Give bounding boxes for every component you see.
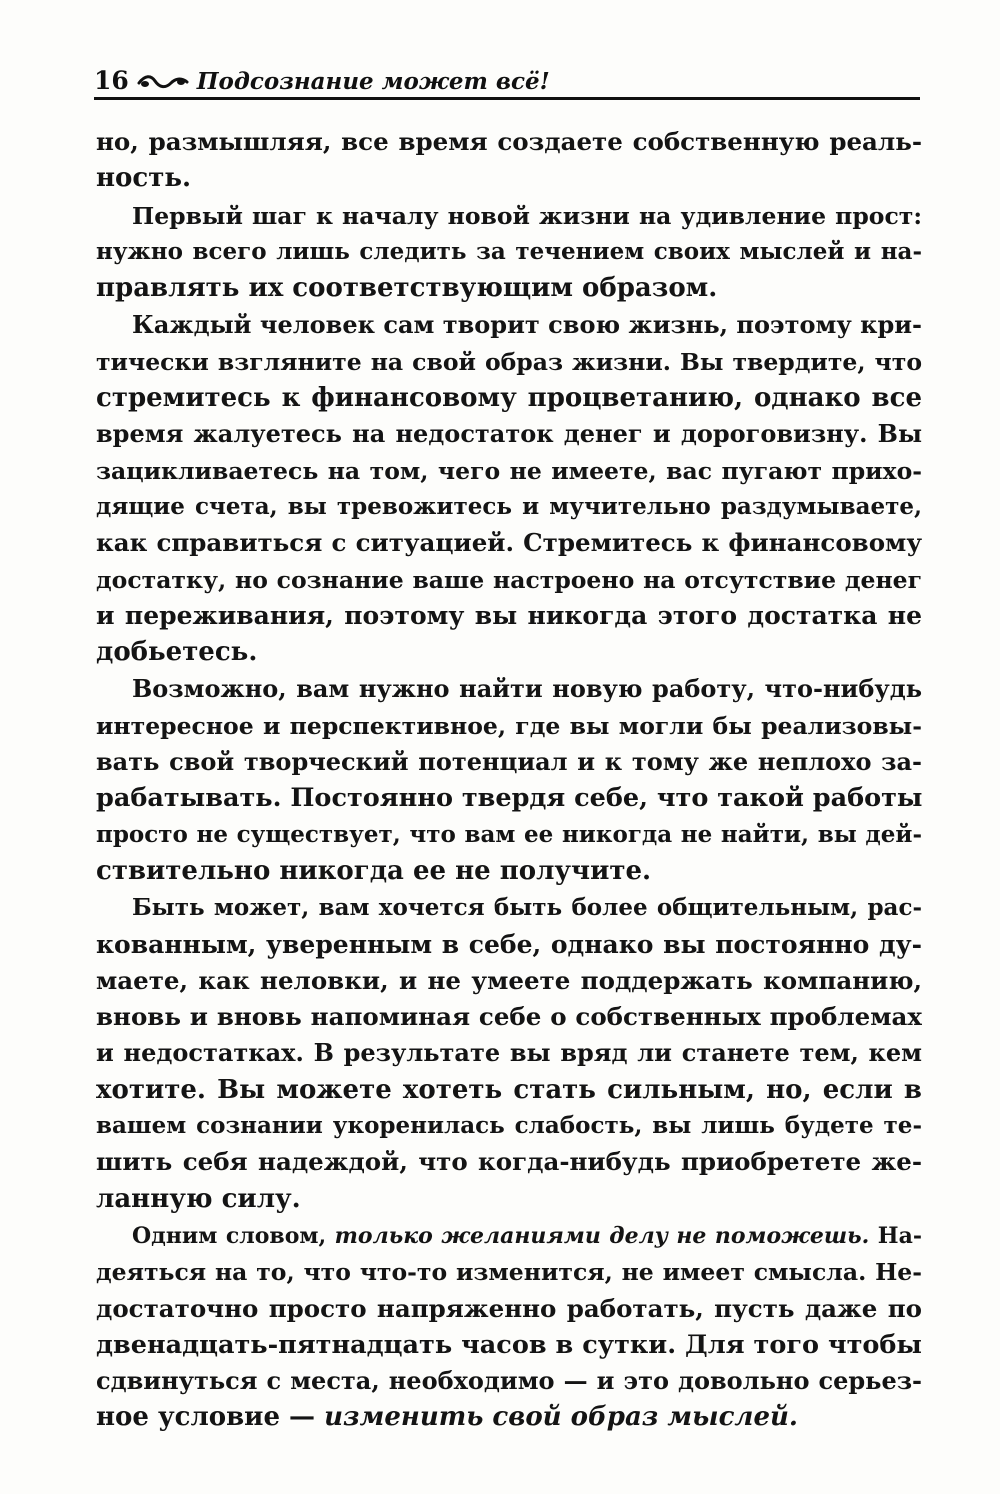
running-header [94, 62, 920, 100]
text-line: ствительно никогда ее не получите. [96, 855, 652, 886]
text-line: просто не существует, что вам ее никогда не найти, вы дей- [96, 820, 922, 848]
paragraph [96, 124, 922, 197]
text-line: как справиться с ситуацией. Стремитесь к финансовому [96, 528, 922, 558]
page-number: 16 [94, 66, 129, 95]
text-line: и переживания, поэтому вы никогда этого достатка не [96, 600, 922, 630]
text-line: вашем сознании укоренилась слабость, вы лишь будете те- [96, 1112, 922, 1140]
text-run: Одним словом, [132, 1222, 335, 1249]
text-line: хотите. Вы можете хотеть стать сильным, но, если в [96, 1074, 922, 1105]
paragraph [96, 890, 922, 1217]
text-line: дящие счета, вы тревожитесь и мучительно раздумываете, [96, 492, 922, 520]
body-text [96, 124, 922, 1436]
text-line: добьетесь. [96, 637, 258, 668]
text-line: кованным, уверенным в себе, однако вы постоянно ду- [96, 929, 922, 959]
text-line: но, размышляя, все время создаете собственную реаль- [96, 127, 922, 156]
text-line: стремитесь к финансовому процветанию, однако все [96, 383, 922, 414]
text-line: и недостатках. В результате вы вряд ли станете тем, кем [96, 1038, 922, 1068]
text-line: вновь и вновь напоминая себе о собственных проблемах [96, 1002, 922, 1032]
text-line: нужно всего лишь следить за течением своих мыслей и на- [96, 237, 922, 265]
text-line: рабатывать. Постоянно твердя себе, что такой работы [96, 783, 922, 814]
text-line: интересное и перспективное, где вы могли бы реализовы- [96, 711, 922, 740]
text-line: время жалуетесь на недостаток денег и дороговизну. Вы [96, 419, 922, 449]
text-line: достатку, но сознание ваше настроено на отсутствие денег [96, 565, 922, 594]
text-line: Быть может, вам хочется быть более общительным, рас- [132, 894, 922, 922]
text-line: правлять их соответствующим образом. [96, 273, 718, 304]
text-line: сдвинуться с места, необходимо — и это довольно серьез- [96, 1366, 922, 1396]
emphasis-text: изменить свой образ мыслей. [324, 1402, 798, 1433]
text-line: шить себя надеждой, что когда-нибудь приобретете же- [96, 1147, 922, 1177]
text-line: вать свой творческий потенциал и к тому же неплохо за- [96, 747, 922, 777]
text-line: достаточно просто напряженно работать, пусть даже по [96, 1293, 922, 1323]
text-line: Первый шаг к началу новой жизни на удивление прост: [132, 201, 922, 230]
text-line: Возможно, вам нужно найти новую работу, что-нибудь [132, 674, 922, 704]
text-line: зацикливаетесь на том, чего не имеете, вас пугают прихо- [96, 456, 922, 485]
paragraph [96, 1218, 922, 1436]
paragraph [96, 198, 922, 307]
text-line: ность. [96, 163, 192, 194]
swash-ornament-icon [137, 73, 189, 93]
text-line [96, 1218, 922, 1254]
running-title: Подсознание может всё! [196, 68, 550, 95]
text-run: ное условие — [96, 1402, 325, 1433]
text-line: ланную силу. [96, 1183, 301, 1214]
text-line: деяться на то, что что-то изменится, не имеет смысла. Не- [96, 1258, 922, 1287]
text-line: Каждый человек сам творит свою жизнь, поэтому кри- [132, 310, 922, 340]
paragraph [96, 671, 922, 889]
text-line: двенадцать-пятнадцать часов в сутки. Для того чтобы [96, 1329, 922, 1360]
text-line: тически взгляните на свой образ жизни. Вы твердите, что [96, 347, 922, 376]
text-line [96, 1399, 922, 1435]
text-run: На- [869, 1222, 922, 1249]
text-line: маете, как неловки, и не умеете поддержать компанию, [96, 965, 922, 995]
paragraph [96, 307, 922, 670]
emphasis-text: только желаниями делу не поможешь. [334, 1222, 870, 1249]
